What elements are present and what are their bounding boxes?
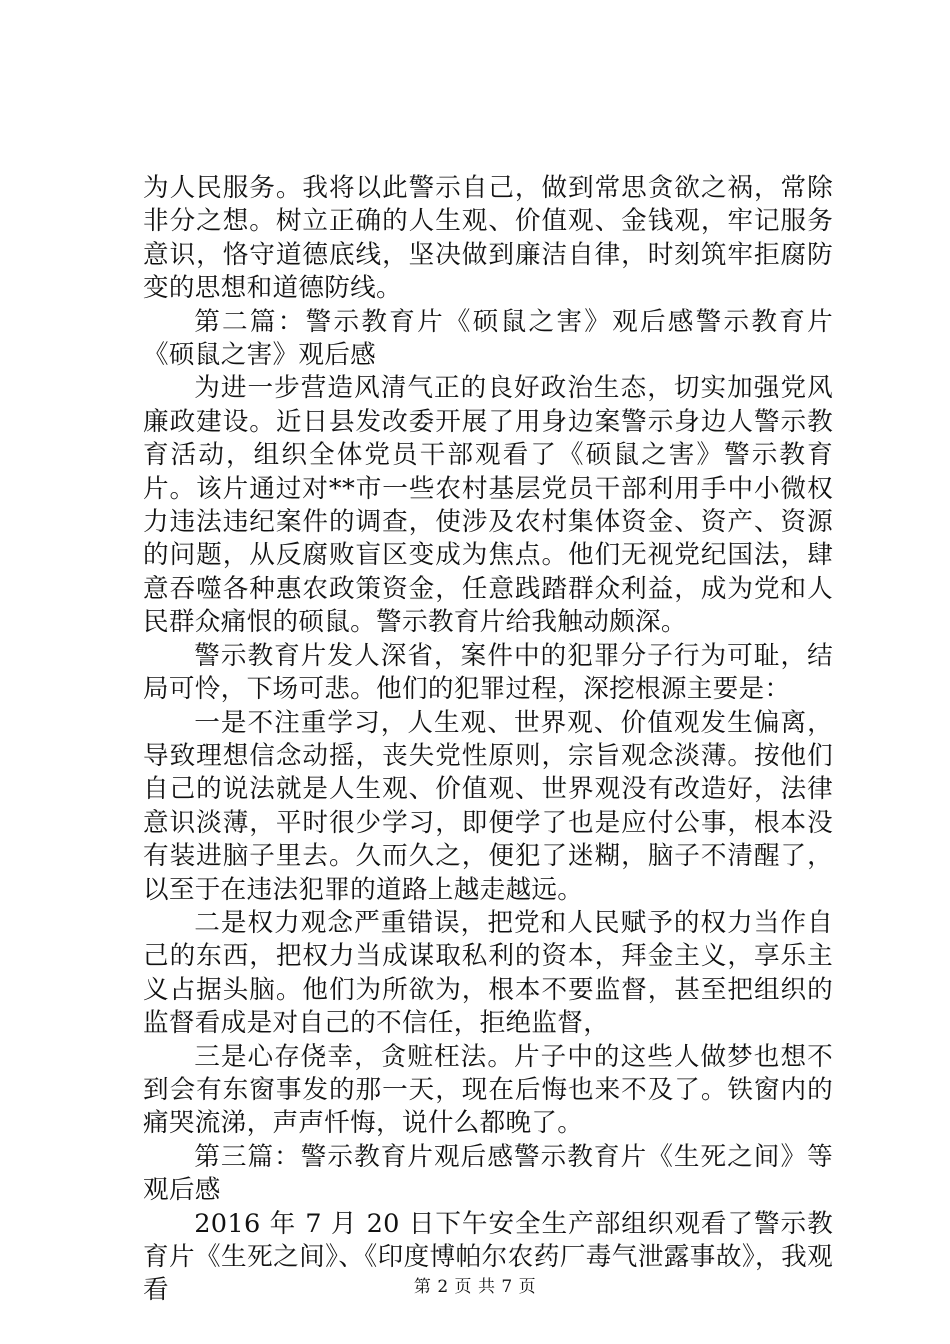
paragraph: 为进一步营造风清气正的良好政治生态，切实加强党风廉政建设。近日县发改委开展了用身边案警示身边人警示教育活动，组织全体党员干部观看了《硕鼠之害》警示教育片。该片通过对**市一些农村基层党员干部利用手中小微权力违法违纪案件的调查，使涉及农村集体资金、资产、资源的问题，从反腐败盲区变成为焦点。他们无视党纪国法，肆意吞噬各种惠农政策资金，任意践踏群众利益，成为党和人民群众痛恨的硕鼠。警示教育片给我触动颇深。 (143, 373, 833, 638)
paragraph: 警示教育片发人深省，案件中的犯罪分子行为可耻，结局可怜，下场可悲。他们的犯罪过程，深挖根源主要是： (143, 640, 833, 705)
paragraph: 一是不注重学习，人生观、世界观、价值观发生偏离，导致理想信念动摇，丧失党性原则，宗旨观念淡薄。按他们自己的说法就是人生观、价值观、世界观没有改造好，法律意识淡薄，平时很少学习，即便学了也是应付公事，根本没有装进脑子里去。久而久之，便犯了迷糊，脑子不清醒了，以至于在违法犯罪的道路上越走越远。 (143, 707, 833, 905)
paragraph: 二是权力观念严重错误，把党和人民赋予的权力当作自己的东西，把权力当成谋取私利的资本，拜金主义，享乐主义占据头脑。他们为所欲为，根本不要监督，甚至把组织的监督看成是对自己的不信任，拒绝监督， (143, 907, 833, 1039)
section-heading-3: 第三篇：警示教育片观后感警示教育片《生死之间》等观后感 (143, 1141, 833, 1206)
document-body (143, 172, 833, 1308)
page-footer: 第 2 页 共 7 页 (413, 1277, 537, 1297)
section-heading-2: 第二篇：警示教育片《硕鼠之害》观后感警示教育片《硕鼠之害》观后感 (143, 306, 833, 371)
paragraph-continuation: 为人民服务。我将以此警示自己，做到常思贪欲之祸，常除非分之想。树立正确的人生观、价值观、金钱观，牢记服务意识，恪守道德底线，坚决做到廉洁自律，时刻筑牢拒腐防变的思想和道德防线。 (143, 173, 833, 304)
paragraph: 三是心存侥幸，贪赃枉法。片子中的这些人做梦也想不到会有东窗事发的那一天，现在后悔也来不及了。铁窗内的痛哭流涕，声声忏悔，说什么都晚了。 (143, 1041, 833, 1139)
paragraph: 2016 年 7 月 20 日下午安全生产部组织观看了警示教育片《生死之间》、《印度博帕尔农药厂毒气泄露事故》，我观看 (143, 1208, 833, 1306)
